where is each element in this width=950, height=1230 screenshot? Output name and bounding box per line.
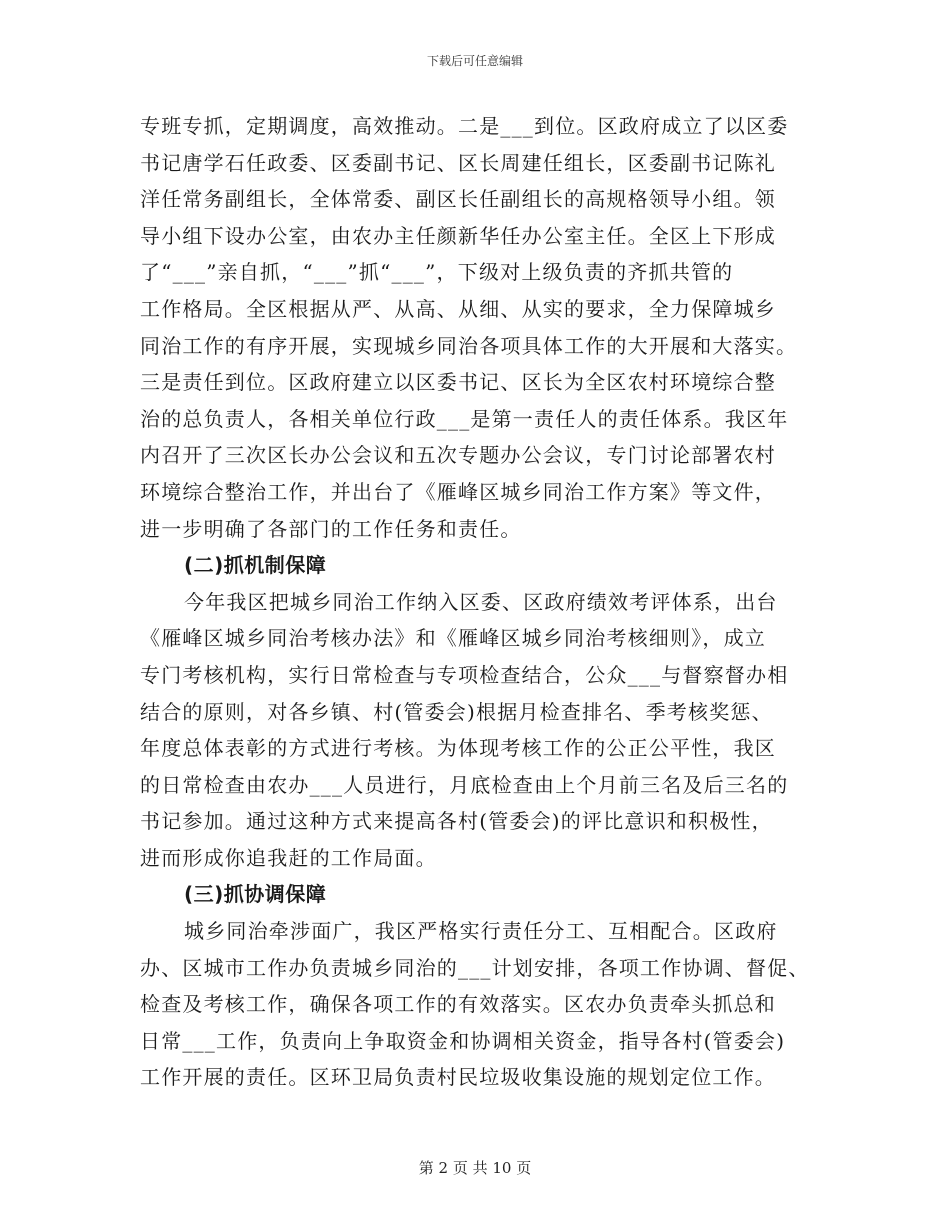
body-line: 的日常检查由农办___人员进行，月底检查由上个月前三名及后三名的 (140, 772, 789, 797)
body-line: 治的总负责人，各相关单位行政___是第一责任人的责任体系。我区年 (140, 406, 789, 431)
body-line: 日常___工作，负责向上争取资金和协调相关资金，指导各村(管委会) (140, 1028, 786, 1053)
body-line: 书记唐学石任政委、区委副书记、区长周建任组长，区委副书记陈礼 (140, 150, 776, 175)
body-line: 同治工作的有序开展，实现城乡同治各项具体工作的大开展和大落实。 (140, 333, 798, 358)
body-line: 内召开了三次区长办公会议和五次专题办公会议，专门讨论部署农村 (140, 443, 776, 468)
body-line: 《雁峰区城乡同治考核办法》和《雁峰区城乡同治考核细则》，成立 (140, 626, 766, 651)
body-line: 检查及考核工作，确保各项工作的有效落实。区农办负责牵头抓总和 (140, 992, 776, 1017)
body-line: 洋任常务副组长，全体常委、副区长任副组长的高规格领导小组。领 (140, 187, 776, 212)
body-line: 三是责任到位。区政府建立以区委书记、区长为全区农村环境综合整 (140, 370, 776, 395)
body-line: 导小组下设办公室，由农办主任颜新华任办公室主任。全区上下形成 (140, 223, 776, 248)
document-body (140, 108, 830, 1096)
body-line: 城乡同治牵涉面广，我区严格实行责任分工、互相配合。区政府 (184, 919, 778, 944)
body-line: 进而形成你追我赶的工作局面。 (140, 845, 437, 870)
body-line: 书记参加。通过这种方式来提高各村(管委会)的评比意识和积极性， (140, 809, 773, 834)
body-line: 今年我区把城乡同治工作纳入区委、区政府绩效考评体系，出台 (184, 589, 778, 614)
body-line: 工作开展的责任。区环卫局负责村民垃圾收集设施的规划定位工作。 (140, 1065, 776, 1090)
body-line: 办、区城市工作办负责城乡同治的___计划安排，各项工作协调、督促、 (140, 955, 810, 980)
body-line: 结合的原则，对各乡镇、村(管委会)根据月检查排名、季考核奖惩、 (140, 699, 773, 724)
body-line: 专门考核机构，实行日常检查与专项检查结合，公众___与督察督办相 (140, 662, 789, 687)
body-line: 工作格局。全区根据从严、从高、从细、从实的要求，全力保障城乡 (140, 296, 776, 321)
page-header: 下载后可任意编辑 (426, 54, 523, 68)
section-heading: (二)抓机制保障 (184, 553, 327, 578)
page-footer: 第 2 页 共 10 页 (418, 1159, 532, 1177)
section-heading: (三)抓协调保障 (184, 882, 327, 907)
body-line: 年度总体表彰的方式进行考核。为体现考核工作的公正公平性，我区 (140, 736, 776, 761)
body-line: 环境综合整治工作，并出台了《雁峰区城乡同治工作方案》等文件， (140, 479, 776, 504)
body-line: 了“___”亲自抓，“___”抓“___”，下级对上级负责的齐抓共管的 (140, 260, 734, 285)
body-line: 进一步明确了各部门的工作任务和责任。 (140, 516, 522, 541)
body-line: 专班专抓，定期调度，高效推动。二是___到位。区政府成立了以区委 (140, 114, 789, 138)
